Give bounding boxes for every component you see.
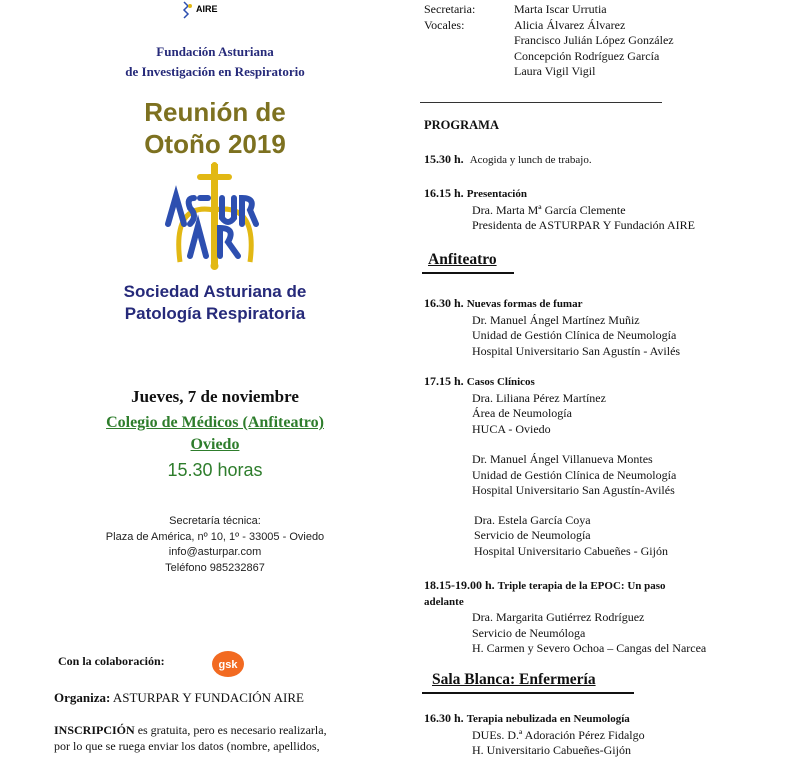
- asturpar-emblem-icon: [160, 162, 270, 274]
- meeting-title: [60, 96, 370, 160]
- item-hospital: Hospital Universitario Cabueñes - Gijón: [474, 543, 668, 558]
- item-hospital: Hospital Universitario San Agustín-Avilés: [472, 483, 675, 497]
- committee-vocales-row: [424, 18, 674, 34]
- society-name: [60, 281, 370, 325]
- item-title: Triple terapia de la EPOC: Un paso: [497, 580, 666, 592]
- item-title: Casos Clínicos: [466, 376, 535, 388]
- organizer-label: Organiza:: [54, 690, 111, 705]
- section-anfiteatro: Anfiteatro: [428, 251, 497, 268]
- registration-line-2: por lo que se ruega enviar los datos (nombre, apellidos,: [54, 739, 320, 753]
- divider: [420, 102, 662, 103]
- committee-secretaria-row: [424, 2, 674, 18]
- item-hospital: HUCA - Oviedo: [472, 421, 551, 436]
- program-item-clinical-cases: [424, 374, 676, 559]
- item-hospital: Hospital Universitario San Agustín - Avilés: [472, 343, 681, 358]
- program-item-nebulized-therapy: [424, 711, 645, 759]
- item-time: 16.30 h.: [424, 711, 464, 725]
- gsk-logo-icon: [210, 649, 246, 679]
- secretariat-email[interactable]: info@asturpar.com: [168, 546, 262, 558]
- gsk-logo-text: gsk: [218, 659, 238, 671]
- committee: [424, 2, 674, 80]
- item-speaker: Dr. Manuel Ángel Villanueva Montes: [472, 452, 653, 466]
- section-sala-blanca: Sala Blanca: Enfermería: [432, 671, 596, 688]
- program-item-new-smoking: [424, 296, 680, 359]
- item-hospital: H. Universitario Cabueñes-Gijón: [472, 743, 631, 757]
- event-date: Jueves, 7 de noviembre: [131, 387, 299, 406]
- item-speaker: Dr. Manuel Ángel Martínez Muñiz: [472, 312, 640, 327]
- item-time: 15.30 h.: [424, 152, 464, 166]
- item-time: 16.15 h.: [424, 186, 464, 200]
- aire-logo-icon: [178, 0, 222, 22]
- aire-logo-text: AIRE: [196, 4, 218, 14]
- section-underline: [422, 692, 634, 694]
- item-time: 16.30 h.: [424, 296, 464, 310]
- event-hours: 15.30 horas: [167, 460, 263, 480]
- item-affiliation: Servicio de Neumología: [474, 528, 591, 542]
- foundation-line-2: de Investigación en Respiratorio: [125, 64, 305, 79]
- organizer: [54, 690, 304, 706]
- item-affiliation: Área de Neumología: [472, 406, 572, 420]
- registration-label: INSCRIPCIÓN: [54, 723, 135, 737]
- item-title: Presentación: [466, 188, 527, 200]
- item-affiliation: Unidad de Gestión Clínica de Neumología: [472, 328, 677, 342]
- foundation-line-1: Fundación Asturiana: [156, 44, 274, 59]
- item-title: Terapia nebulizada en Neumología: [466, 713, 630, 725]
- program-item-triple-therapy: [424, 578, 744, 657]
- item-text: Acogida y lunch de trabajo.: [469, 154, 592, 166]
- item-title: Nuevas formas de fumar: [466, 298, 583, 310]
- secretariat-address: Plaza de América, nº 10, 1º - 33005 - Oviedo: [105, 530, 325, 543]
- item-affiliation: Presidenta de ASTURPAR Y Fundación AIRE: [472, 218, 696, 232]
- item-affiliation: Unidad de Gestión Clínica de Neumología: [472, 467, 677, 482]
- item-time: 18.15-19.00 h.: [424, 578, 495, 592]
- venue-line-1: Colegio de Médicos (Anfiteatro): [106, 414, 324, 431]
- secretariat-label: Secretaría técnica:: [169, 515, 261, 527]
- item-speaker: Dra. Marta Mª García Clemente: [472, 202, 626, 217]
- committee-secretaria-name: Marta Iscar Urrutia: [514, 2, 607, 16]
- collaboration-label: Con la colaboración:: [58, 654, 165, 668]
- asturpar-emblem: [160, 162, 270, 279]
- technical-secretariat: [60, 514, 370, 576]
- program-item-welcome: [424, 152, 592, 169]
- event-venue: [40, 412, 390, 456]
- gsk-logo: [210, 649, 246, 684]
- item-affiliation: Servicio de Neumóloga: [472, 625, 586, 640]
- registration-info: [54, 722, 374, 754]
- society-line-2: Patología Respiratoria: [124, 304, 306, 323]
- program-heading: PROGRAMA: [424, 118, 499, 132]
- item-speaker: Dra. Estela García Coya: [474, 512, 591, 527]
- item-speaker: Dra. Margarita Gutiérrez Rodríguez: [472, 610, 645, 624]
- committee-vocal: Francisco Julián López González: [514, 33, 674, 47]
- venue-line-2: Oviedo: [190, 436, 240, 453]
- organizer-value: ASTURPAR Y FUNDACIÓN AIRE: [112, 690, 304, 705]
- item-time: 17.15 h.: [424, 374, 464, 388]
- committee-vocal: Alicia Álvarez Álvarez: [514, 17, 626, 32]
- foundation-name: [60, 42, 370, 82]
- item-speaker: Dra. Liliana Pérez Martínez: [472, 390, 606, 405]
- committee-vocal: Concepción Rodríguez García: [514, 48, 660, 63]
- item-hospital: H. Carmen y Severo Ochoa – Cangas del Narcea: [472, 641, 707, 655]
- committee-vocales-role: Vocales:: [424, 17, 465, 32]
- aire-logo: [178, 0, 222, 27]
- committee-secretaria-role: Secretaria:: [424, 2, 476, 16]
- section-underline: [422, 272, 514, 274]
- committee-vocal: Laura Vigil Vigil: [514, 64, 596, 78]
- meeting-title-line-1: Reunión de: [144, 97, 286, 127]
- item-title-cont: adelante: [424, 595, 464, 608]
- meeting-title-line-2: Otoño 2019: [144, 129, 286, 159]
- society-line-1: Sociedad Asturiana de: [123, 282, 307, 301]
- program-item-presentation: [424, 186, 695, 234]
- item-speaker: DUEs. D.ª Adoración Pérez Fidalgo: [472, 727, 645, 742]
- secretariat-phone: Teléfono 985232867: [165, 561, 265, 574]
- registration-line-1: es gratuita, pero es necesario realizarla,: [137, 723, 327, 737]
